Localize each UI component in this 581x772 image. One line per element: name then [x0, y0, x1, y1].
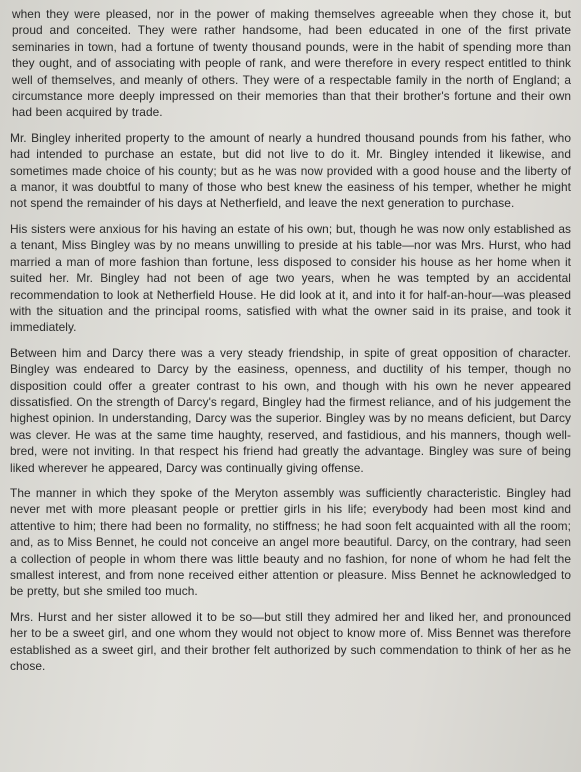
paragraph-netherfield-lease: His sisters were anxious for his having an estate of his own; but, though he was now only established as a tenant, Miss Bingley was by no means unwilling to preside at his table—nor was Mrs. Hurst, who had married a man of more fashion than fortune, less disposed to consider his house as her home when it suited her. Mr. Bingley had not been of age two years, when he was tempted by an accidental recommendation to look at Netherfield House. He did look at it, and into it for half-an-hour—was pleased with the situation and the principal rooms, satisfied with what the owner said in its praise, and took it immediately. [10, 221, 571, 335]
paragraph-miss-bennet-opinion: Mrs. Hurst and her sister allowed it to be so—but still they admired her and liked her, and pronounced her to be a sweet girl, and one whom they would not object to know more of. Miss Bennet was therefore established as a sweet girl, and their brother felt authorized by such commendation to think of her as he chose. [10, 609, 571, 674]
paragraph-bingley-inheritance: Mr. Bingley inherited property to the amount of nearly a hundred thousand pounds from his father, who had intended to purchase an estate, but did not live to do it. Mr. Bingley intended it likewise, and sometimes made choice of his county; but as he was now provided with a good house and the liberty of a manor, it was doubtful to many of those who best knew the easiness of his temper, whether he might not spend the remainder of his days at Netherfield, and leave the next generation to purchase. [10, 130, 571, 211]
paragraph-meryton-assembly: The manner in which they spoke of the Meryton assembly was sufficiently characteristic. Bingley had never met with more pleasant people or prettier girls in his life; everybody had been most kind and attentive to him; there had been no formality, no stiffness; he had soon felt acquainted with all the room; and, as to Miss Bennet, he could not conceive an angel more beautiful. Darcy, on the contrary, had seen a collection of people in whom there was little beauty and no fashion, for none of whom he had felt the smallest interest, and from none received either attention or pleasure. Miss Bennet he acknowledged to be pretty, but she smiled too much. [10, 485, 571, 599]
book-page [10, 6, 571, 683]
paragraph-bingley-darcy-friendship: Between him and Darcy there was a very steady friendship, in spite of great opposition of character. Bingley was endeared to Darcy by the easiness, openness, and ductility of his temper, though no disposition could offer a greater contrast to his own, and though with his own he never appeared dissatisfied. On the strength of Darcy's regard, Bingley had the firmest reliance, and of his judgement the highest opinion. In understanding, Darcy was the superior. Bingley was by no means deficient, but Darcy was clever. He was at the same time haughty, reserved, and fastidious, and his manners, though well-bred, were not inviting. In that respect his friend had greatly the advantage. Bingley was sure of being liked wherever he appeared, Darcy was continually giving offense. [10, 345, 571, 475]
paragraph-sisters-description: when they were pleased, nor in the power of making themselves agreeable when they chose it, but proud and conceited. They were rather handsome, had been educated in one of the first private seminaries in town, had a fortune of twenty thousand pounds, were in the habit of spending more than they ought, and of associating with people of rank, and were therefore in every respect entitled to think well of themselves, and meanly of others. They were of a respectable family in the north of England; a circumstance more deeply impressed on their memories than that their brother's fortune and their own had been acquired by trade. [12, 7, 571, 120]
